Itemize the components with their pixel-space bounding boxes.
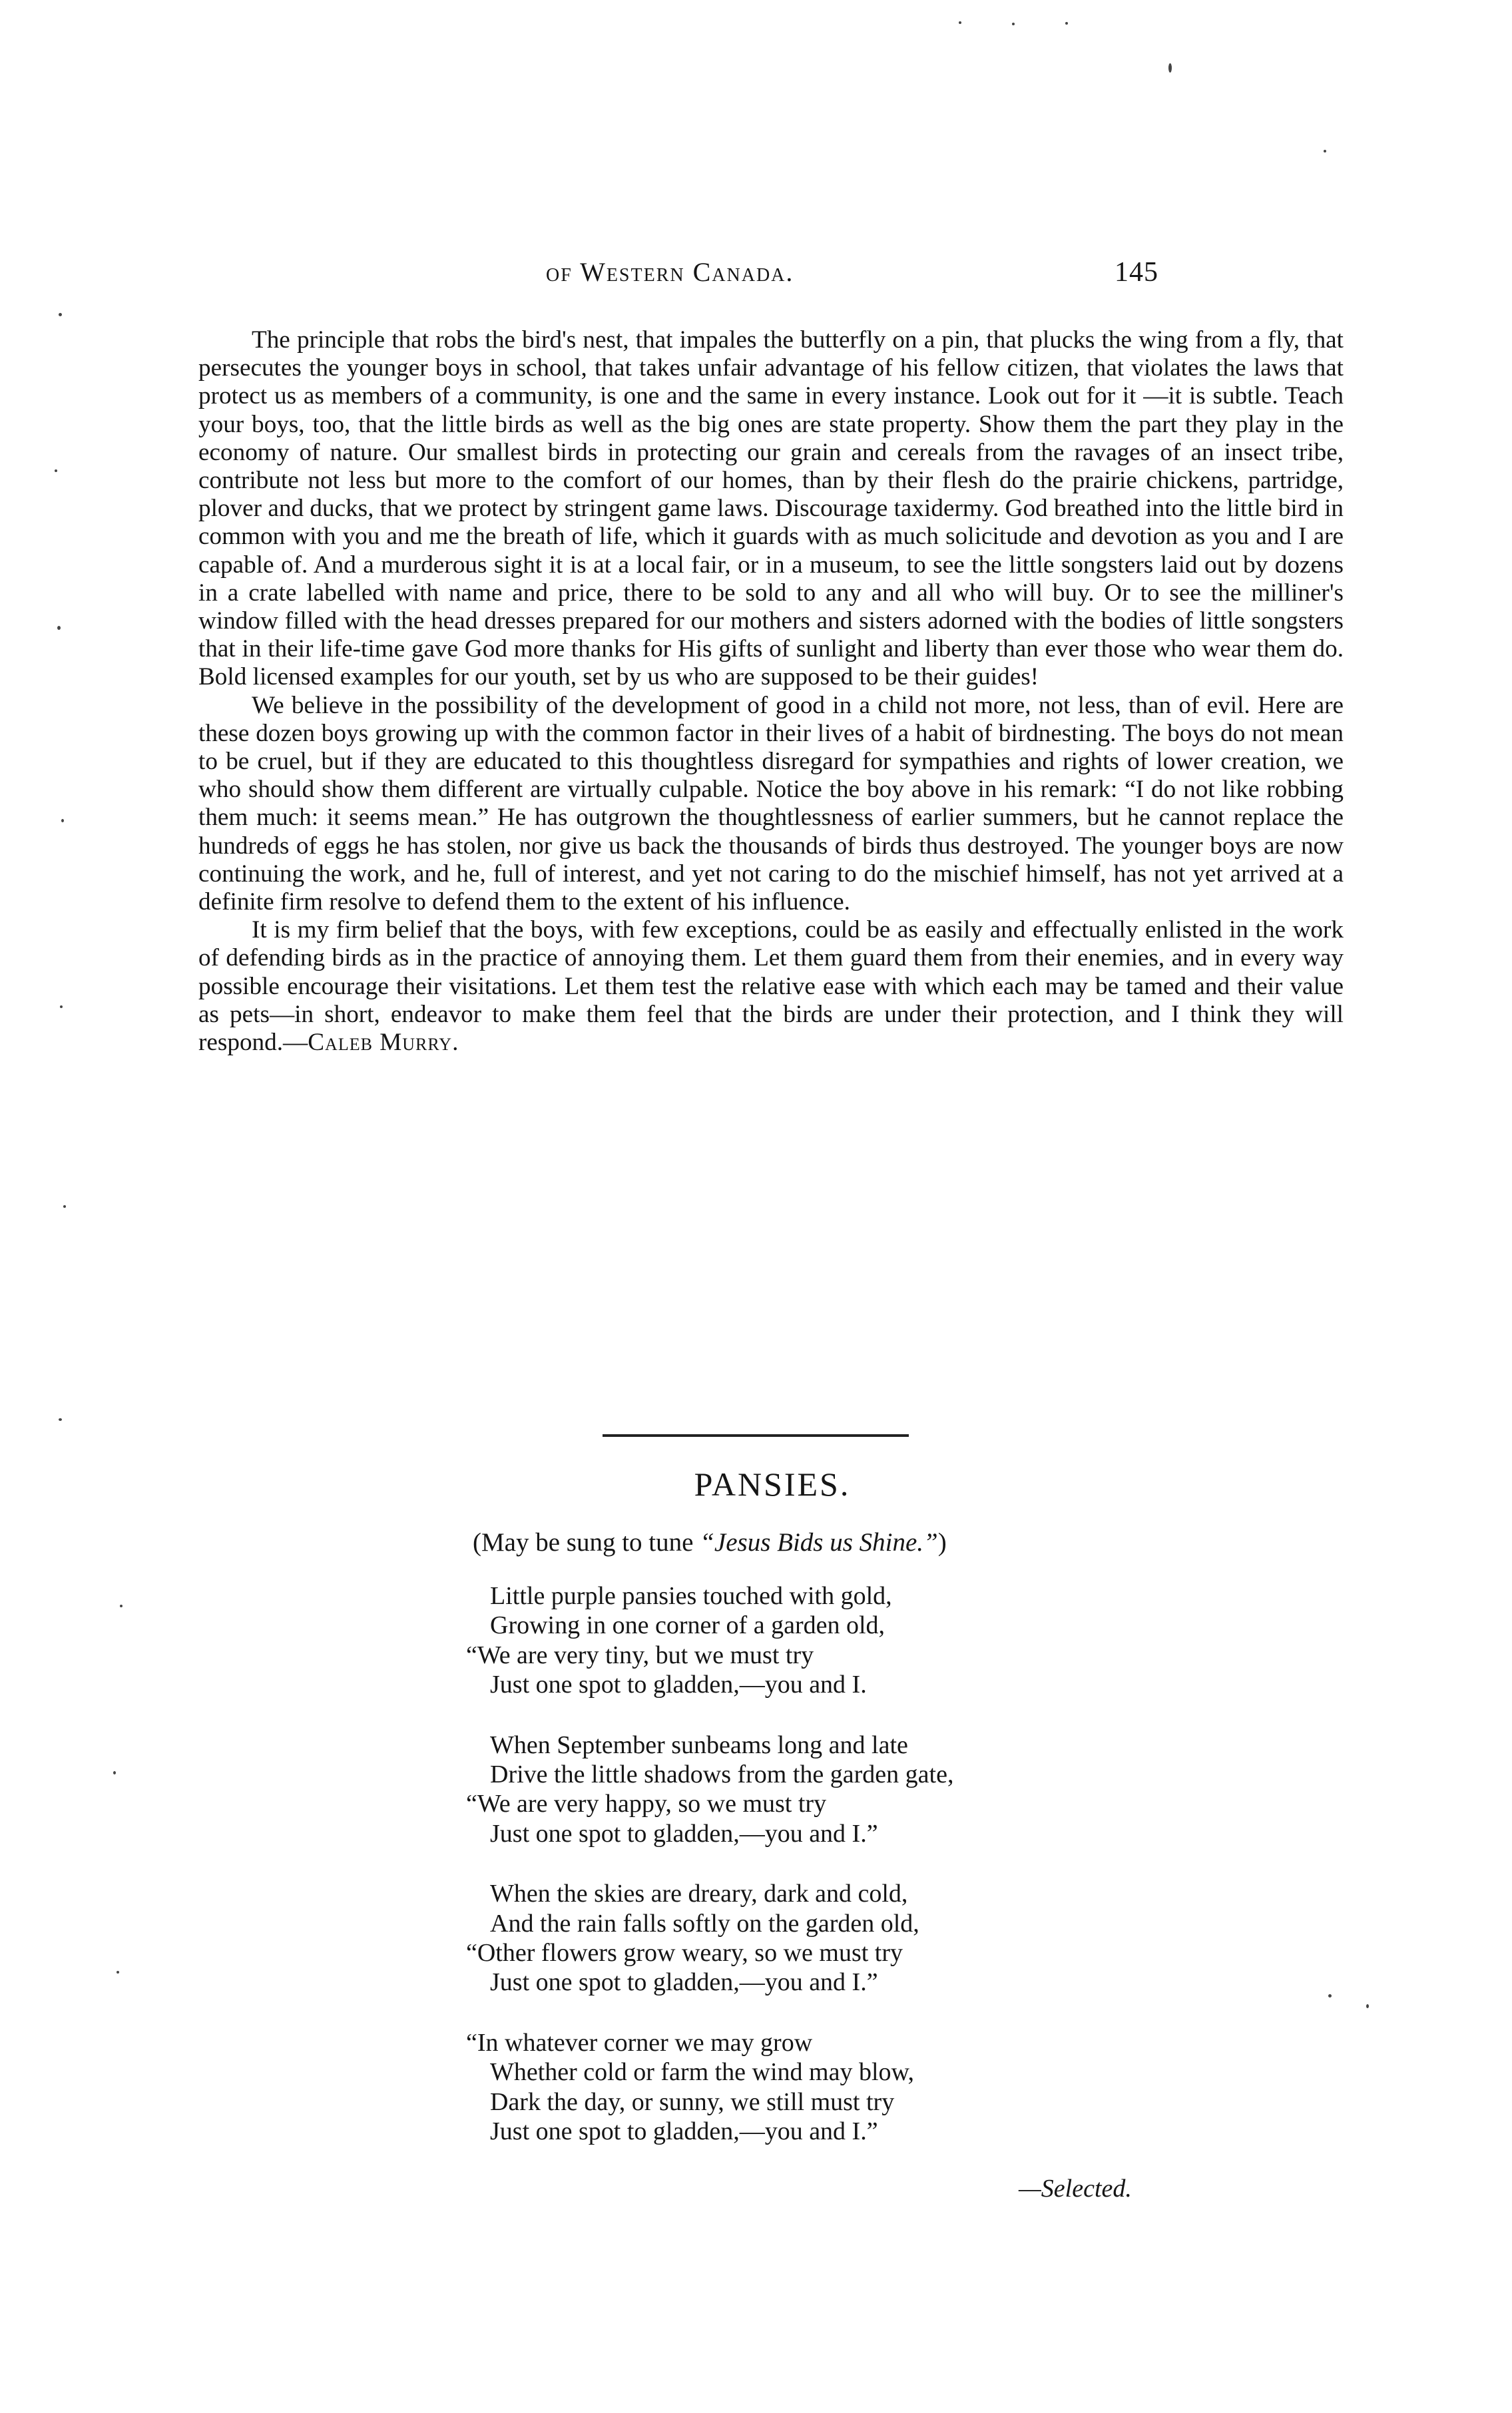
poem-title: PANSIES. [694,1466,851,1503]
scan-speck [1324,150,1326,152]
scan-speck [1366,2004,1369,2008]
scan-speck [59,1418,62,1421]
scan-speck [1065,22,1068,25]
scan-speck [1328,1994,1332,1998]
poem-stanza [466,1581,1265,1700]
poem-line: Whether cold or farm the wind may blow, [490,2058,915,2087]
poem-line: When the skies are dreary, dark and cold, [490,1880,908,1908]
scan-speck [120,1605,123,1607]
poem-line: Drive the little shadows from the garden gate, [490,1760,954,1789]
scan-speck [63,1205,66,1208]
poem-attribution: —Selected. [1019,2175,1132,2203]
poem-stanza [466,2028,1265,2147]
poem-line: Dark the day, or sunny, we still must try [490,2087,895,2116]
poem-line: Just one spot to gladden,—you and I. [490,1671,867,1699]
author-signature: Caleb Murry. [308,1029,459,1057]
page-number: 145 [1115,257,1158,288]
poem-line: “We are very happy, so we must try [466,1790,827,1818]
poem-line: Little purple pansies touched with gold, [490,1582,892,1610]
scan-speck [55,469,57,472]
scan-speck [61,819,64,822]
poem-body [466,1581,1265,2147]
article-body [198,326,1344,1057]
article-paragraph-text: It is my firm belief that the boys, with few exceptions, could be as easily and effectually enlisted in the work of defending birds as in the practice of annoying them. Let them guard them from their enemies, and in every way possible encourage their visitations. Let them test the relative ease with which each may be tamed and their value as pets—in short, endeavor to make them feel that the birds are under their protection, and I think they will respond.— [198,916,1344,1057]
article-paragraph: We believe in the possibility of the development of good in a child not more, not less, than of evil. Here are these dozen boys growing up with the common factor in their lives of a habit of birdnesting. The boys do not mean to be cruel, but if they are educated to this thoughtless disregard for sympathies and rights of lower creation, we who should show them different are virtually culpable. Notice the boy above in his remark: “I do not like robbing them much: it seems mean.” He has outgrown the thoughtlessness of earlier summers, but he cannot replace the hundreds of eggs he has stolen, nor give us back the thousands of birds thus destroyed. The younger boys are now continuing the work, and he, full of interest, and yet not caring to do the mischief himself, has not yet arrived at a definite firm resolve to defend them to the extent of his influence. [198,691,1344,916]
poem-line: “Other flowers grow weary, so we must try [466,1939,903,1968]
section-divider [603,1434,909,1437]
poem-stanza [466,1731,1265,1849]
poem-line: And the rain falls softly on the garden old, [490,1909,919,1938]
running-title: of Western Canada. [546,257,794,287]
scan-speck [60,1005,63,1008]
tune-note-suffix: ) [937,1528,947,1557]
poem-line: Growing in one corner of a garden old, [490,1611,885,1640]
scan-speck [959,21,961,24]
scan-speck [59,313,62,316]
poem-line: “We are very tiny, but we must try [466,1641,814,1669]
scan-speck [117,1971,119,1974]
poem-line: When September sunbeams long and late [490,1731,908,1759]
poem-line: Just one spot to gladden,—you and I.” [490,2117,878,2146]
article-paragraph [198,916,1344,1057]
scan-speck [113,1771,116,1774]
running-head [546,256,1158,296]
poem-line: Just one spot to gladden,—you and I.” [490,1968,878,1997]
tune-name: “Jesus Bids us Shine.” [700,1528,938,1557]
scan-speck [1012,23,1015,25]
scan-speck [57,626,61,630]
poem-stanza [466,1879,1265,1998]
tune-note-prefix: (May be sung to tune [473,1528,700,1557]
poem-line: “In whatever corner we may grow [466,2028,813,2057]
article-paragraph: The principle that robs the bird's nest, that impales the butterfly on a pin, that plucks the wing from a fly, that persecutes the younger boys in school, that takes unfair advantage of his fellow citizen, that violates the laws that protect us as members of a community, is one and the same in every instance. Look out for it —it is subtle. Teach your boys, too, that the little birds as well as the big ones are state property. Show them the part they play in the economy of nature. Our smallest birds in protecting our grain and cereals from the ravages of an insect tribe, contribute not less but more to the comfort of our homes, than by their flesh do the prairie chickens, partridge, plover and ducks, that we protect by stringent game laws. Discourage taxidermy. God breathed into the little bird in common with you and me the breath of life, which it guards with as much solicitude and devotion as you and I are capable of. And a murderous sight it is at a local fair, or in a museum, to see the little songsters laid out by dozens in a crate labelled with name and price, there to be sold to any and all who will buy. Or to see the milliner's window filled with the head dresses prepared for our mothers and sisters adorned with the bodies of little songsters that in their life-time gave God more thanks for His gifts of sunlight and liberty than ever those who wear them do. Bold licensed examples for our youth, set by us who are supposed to be their guides! [198,326,1344,691]
scan-speck [1168,63,1172,73]
poem-tune-note [473,1527,1138,1557]
poem-line: Just one spot to gladden,—you and I.” [490,1819,878,1848]
